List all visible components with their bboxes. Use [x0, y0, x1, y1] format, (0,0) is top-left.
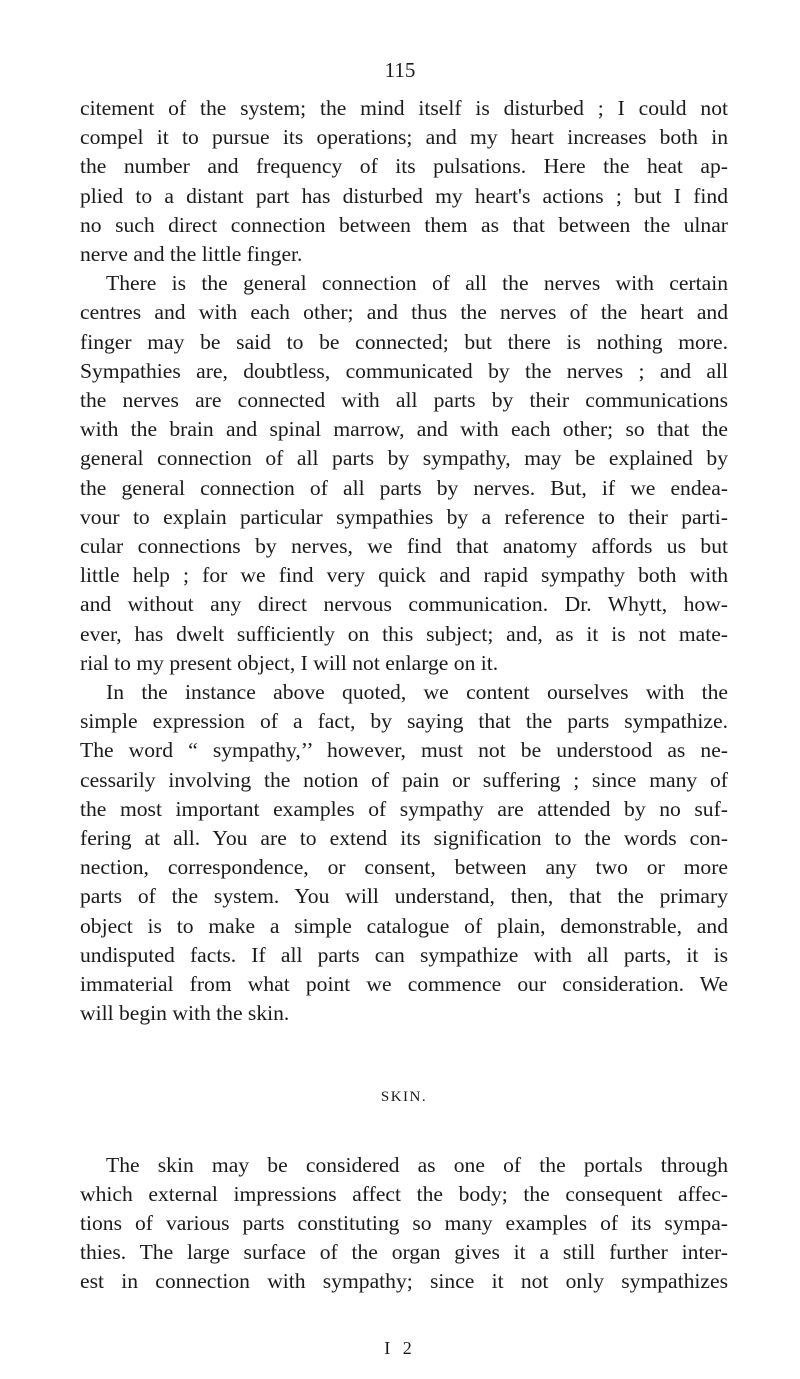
text-line: rial to my present object, I will not enlarge on it. [80, 650, 499, 675]
text-line: with the brain and spinal marrow, and with each other; so that the [80, 417, 728, 442]
signature-mark: I 2 [384, 1338, 416, 1358]
text-line: fering at all. You are to extend its signification to the words con- [80, 826, 728, 851]
text-line: no such direct connection between them as that between the ulnar [80, 212, 728, 237]
text-line: centres and with each other; and thus the nerves of the heart and [80, 300, 728, 325]
text-line: thies. The large surface of the organ gives it a still further inter- [80, 1240, 728, 1265]
body-text [80, 94, 728, 1297]
text-line: est in connection with sympathy; since it not only sympathizes [80, 1269, 728, 1294]
text-line: the general connection of all parts by nerves. But, if we endea- [80, 475, 728, 500]
paragraph [80, 1151, 728, 1297]
text-line: In the instance above quoted, we content ourselves with the [106, 680, 728, 705]
text-line: and without any direct nervous communication. Dr. Whytt, how- [80, 592, 728, 617]
text-line: will begin with the skin. [80, 1001, 290, 1026]
text-line: There is the general connection of all the nerves with certain [106, 271, 728, 296]
text-line: nerve and the little finger. [80, 242, 303, 267]
text-line: citement of the system; the mind itself is disturbed ; I could not [80, 96, 728, 120]
text-line: the number and frequency of its pulsations. Here the heat ap- [80, 154, 728, 179]
text-line: little help ; for we find very quick and rapid sympathy both with [80, 563, 728, 588]
text-line: immaterial from what point we commence our consideration. We [80, 972, 728, 997]
text-line: The word “ sympathy,’’ however, must not be understood as ne- [80, 738, 728, 763]
text-line: finger may be said to be connected; but there is nothing more. [80, 329, 728, 354]
text-line: vour to explain particular sympathies by a reference to their parti- [80, 504, 728, 529]
text-line: general connection of all parts by sympathy, may be explained by [80, 446, 728, 471]
text-line: the nerves are connected with all parts by their communications [80, 388, 728, 413]
text-line: compel it to pursue its operations; and my heart increases both in [80, 125, 728, 150]
text-line: The skin may be considered as one of the portals through [106, 1152, 728, 1177]
section-heading: SKIN. [380, 1088, 428, 1105]
text-line: which external impressions affect the body; the consequent affec- [80, 1181, 728, 1206]
page-number: 115 [384, 58, 416, 82]
paragraph [80, 269, 728, 678]
text-line: cular connections by nerves, we find that anatomy affords us but [80, 534, 728, 559]
paragraph [80, 678, 728, 1028]
text-line: plied to a distant part has disturbed my heart's actions ; but I find [80, 183, 728, 208]
text-line: simple expression of a fact, by saying that the parts sympathize. [80, 709, 728, 734]
text-line: nection, correspondence, or consent, between any two or more [80, 855, 728, 880]
paragraph [80, 94, 728, 269]
text-line: tions of various parts constituting so many examples of its sympa- [80, 1210, 728, 1235]
text-line: parts of the system. You will understand, then, that the primary [80, 884, 728, 909]
text-line: undisputed facts. If all parts can sympathize with all parts, it is [80, 942, 728, 967]
text-line: the most important examples of sympathy are attended by no suf- [80, 796, 728, 821]
text-line: ever, has dwelt sufficiently on this subject; and, as it is not mate- [80, 621, 728, 646]
text-line: Sympathies are, doubtless, communicated by the nerves ; and all [80, 358, 728, 383]
text-line: object is to make a simple catalogue of plain, demonstrable, and [80, 913, 728, 938]
text-line: cessarily involving the notion of pain or suffering ; since many of [80, 767, 728, 792]
